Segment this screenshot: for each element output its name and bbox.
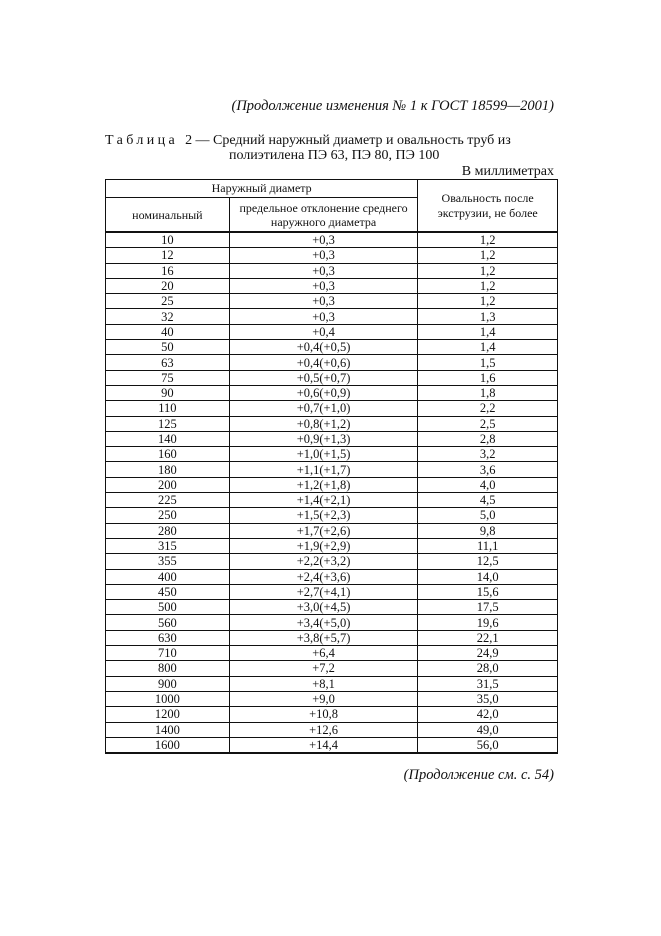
table-row bbox=[106, 431, 558, 446]
deviation-cell: +0,3 bbox=[229, 294, 418, 309]
nominal-cell: 32 bbox=[106, 309, 230, 324]
deviation-cell: +3,4(+5,0) bbox=[229, 615, 418, 630]
deviation-cell: +0,9(+1,3) bbox=[229, 431, 418, 446]
deviation-cell: +2,2(+3,2) bbox=[229, 554, 418, 569]
diameter-ovality-table bbox=[105, 179, 558, 754]
ovality-cell: 2,2 bbox=[418, 401, 558, 416]
nominal-cell: 180 bbox=[106, 462, 230, 477]
ovality-cell: 1,3 bbox=[418, 309, 558, 324]
nominal-cell: 160 bbox=[106, 447, 230, 462]
table-row bbox=[106, 569, 558, 584]
ovality-cell: 1,2 bbox=[418, 248, 558, 263]
nominal-cell: 125 bbox=[106, 416, 230, 431]
nominal-cell: 355 bbox=[106, 554, 230, 569]
table-row bbox=[106, 646, 558, 661]
deviation-cell: +3,0(+4,5) bbox=[229, 600, 418, 615]
table-row bbox=[106, 340, 558, 355]
nominal-cell: 1200 bbox=[106, 707, 230, 722]
table-row bbox=[106, 278, 558, 293]
ovality-cell: 4,5 bbox=[418, 493, 558, 508]
ovality-cell: 2,5 bbox=[418, 416, 558, 431]
table-row bbox=[106, 584, 558, 599]
ovality-cell: 28,0 bbox=[418, 661, 558, 676]
nominal-cell: 800 bbox=[106, 661, 230, 676]
deviation-cell: +0,8(+1,2) bbox=[229, 416, 418, 431]
ovality-cell: 35,0 bbox=[418, 691, 558, 706]
ovality-cell: 49,0 bbox=[418, 722, 558, 737]
deviation-cell: +1,0(+1,5) bbox=[229, 447, 418, 462]
deviation-cell: +0,3 bbox=[229, 263, 418, 278]
deviation-cell: +2,7(+4,1) bbox=[229, 584, 418, 599]
deviation-cell: +8,1 bbox=[229, 676, 418, 691]
deviation-cell: +12,6 bbox=[229, 722, 418, 737]
nominal-cell: 560 bbox=[106, 615, 230, 630]
ovality-cell: 2,8 bbox=[418, 431, 558, 446]
table-row bbox=[106, 554, 558, 569]
deviation-cell: +0,3 bbox=[229, 278, 418, 293]
nominal-cell: 1400 bbox=[106, 722, 230, 737]
ovality-cell: 22,1 bbox=[418, 630, 558, 645]
deviation-cell: +0,4(+0,5) bbox=[229, 340, 418, 355]
ovality-cell: 14,0 bbox=[418, 569, 558, 584]
caption-line-1 bbox=[105, 133, 555, 148]
table-row bbox=[106, 630, 558, 645]
nominal-header: номинальный bbox=[106, 198, 230, 233]
table-label: Таблица 2 bbox=[105, 133, 196, 148]
caption-line-2: полиэтилена ПЭ 63, ПЭ 80, ПЭ 100 bbox=[229, 148, 440, 163]
deviation-cell: +6,4 bbox=[229, 646, 418, 661]
ovality-cell: 11,1 bbox=[418, 538, 558, 553]
nominal-cell: 900 bbox=[106, 676, 230, 691]
deviation-cell: +0,7(+1,0) bbox=[229, 401, 418, 416]
deviation-cell: +1,1(+1,7) bbox=[229, 462, 418, 477]
nominal-cell: 110 bbox=[106, 401, 230, 416]
ovality-cell: 5,0 bbox=[418, 508, 558, 523]
outer-diameter-header: Наружный диаметр bbox=[106, 180, 418, 198]
ovality-cell: 1,2 bbox=[418, 278, 558, 293]
caption-dash: — bbox=[195, 133, 210, 148]
nominal-cell: 630 bbox=[106, 630, 230, 645]
nominal-cell: 50 bbox=[106, 340, 230, 355]
nominal-cell: 90 bbox=[106, 385, 230, 400]
table-row bbox=[106, 707, 558, 722]
continuation-footer: (Продолжение см. с. 54) bbox=[403, 767, 554, 783]
ovality-cell: 42,0 bbox=[418, 707, 558, 722]
deviation-cell: +0,3 bbox=[229, 248, 418, 263]
table-body bbox=[106, 232, 558, 753]
table-row bbox=[106, 737, 558, 753]
deviation-cell: +0,3 bbox=[229, 232, 418, 248]
ovality-cell: 56,0 bbox=[418, 737, 558, 753]
table-row bbox=[106, 691, 558, 706]
deviation-cell: +2,4(+3,6) bbox=[229, 569, 418, 584]
deviation-cell: +7,2 bbox=[229, 661, 418, 676]
nominal-cell: 280 bbox=[106, 523, 230, 538]
deviation-cell: +0,4 bbox=[229, 324, 418, 339]
ovality-cell: 15,6 bbox=[418, 584, 558, 599]
ovality-cell: 19,6 bbox=[418, 615, 558, 630]
deviation-cell: +0,4(+0,6) bbox=[229, 355, 418, 370]
table-row bbox=[106, 324, 558, 339]
nominal-cell: 500 bbox=[106, 600, 230, 615]
table-row bbox=[106, 294, 558, 309]
deviation-cell: +0,5(+0,7) bbox=[229, 370, 418, 385]
table-row bbox=[106, 477, 558, 492]
nominal-cell: 450 bbox=[106, 584, 230, 599]
nominal-cell: 12 bbox=[106, 248, 230, 263]
ovality-cell: 1,4 bbox=[418, 340, 558, 355]
table-row bbox=[106, 370, 558, 385]
deviation-cell: +1,4(+2,1) bbox=[229, 493, 418, 508]
table-row bbox=[106, 600, 558, 615]
table-row bbox=[106, 385, 558, 400]
deviation-cell: +9,0 bbox=[229, 691, 418, 706]
nominal-cell: 225 bbox=[106, 493, 230, 508]
table-row bbox=[106, 676, 558, 691]
table-row bbox=[106, 538, 558, 553]
nominal-cell: 140 bbox=[106, 431, 230, 446]
ovality-cell: 3,2 bbox=[418, 447, 558, 462]
nominal-cell: 250 bbox=[106, 508, 230, 523]
nominal-cell: 25 bbox=[106, 294, 230, 309]
nominal-cell: 315 bbox=[106, 538, 230, 553]
ovality-cell: 17,5 bbox=[418, 600, 558, 615]
table-row bbox=[106, 309, 558, 324]
deviation-cell: +1,2(+1,8) bbox=[229, 477, 418, 492]
units-note: В миллиметрах bbox=[461, 164, 554, 179]
table-row bbox=[106, 523, 558, 538]
ovality-cell: 1,2 bbox=[418, 263, 558, 278]
ovality-cell: 9,8 bbox=[418, 523, 558, 538]
nominal-cell: 1000 bbox=[106, 691, 230, 706]
table-caption bbox=[105, 133, 555, 163]
deviation-cell: +10,8 bbox=[229, 707, 418, 722]
table-row bbox=[106, 508, 558, 523]
deviation-header: предельное отклонение среднего наружного диаметра bbox=[229, 198, 418, 233]
ovality-cell: 12,5 bbox=[418, 554, 558, 569]
continuation-header: (Продолжение изменения № 1 к ГОСТ 18599—2001) bbox=[231, 98, 554, 114]
deviation-cell: +3,8(+5,7) bbox=[229, 630, 418, 645]
ovality-cell: 24,9 bbox=[418, 646, 558, 661]
table-row bbox=[106, 493, 558, 508]
ovality-cell: 1,6 bbox=[418, 370, 558, 385]
table-row bbox=[106, 263, 558, 278]
deviation-cell: +14,4 bbox=[229, 737, 418, 753]
ovality-cell: 1,2 bbox=[418, 232, 558, 248]
ovality-header: Овальность после экструзии, не более bbox=[418, 180, 558, 233]
table-row bbox=[106, 661, 558, 676]
nominal-cell: 63 bbox=[106, 355, 230, 370]
ovality-cell: 31,5 bbox=[418, 676, 558, 691]
ovality-cell: 1,5 bbox=[418, 355, 558, 370]
ovality-cell: 1,2 bbox=[418, 294, 558, 309]
table-row bbox=[106, 615, 558, 630]
table-row bbox=[106, 248, 558, 263]
ovality-cell: 4,0 bbox=[418, 477, 558, 492]
table-row bbox=[106, 401, 558, 416]
nominal-cell: 20 bbox=[106, 278, 230, 293]
nominal-cell: 75 bbox=[106, 370, 230, 385]
table-row bbox=[106, 232, 558, 248]
ovality-cell: 1,4 bbox=[418, 324, 558, 339]
deviation-cell: +0,6(+0,9) bbox=[229, 385, 418, 400]
table-row bbox=[106, 462, 558, 477]
ovality-cell: 1,8 bbox=[418, 385, 558, 400]
table-row bbox=[106, 416, 558, 431]
nominal-cell: 200 bbox=[106, 477, 230, 492]
deviation-cell: +1,7(+2,6) bbox=[229, 523, 418, 538]
nominal-cell: 16 bbox=[106, 263, 230, 278]
nominal-cell: 710 bbox=[106, 646, 230, 661]
nominal-cell: 1600 bbox=[106, 737, 230, 753]
table-row bbox=[106, 355, 558, 370]
nominal-cell: 10 bbox=[106, 232, 230, 248]
nominal-cell: 400 bbox=[106, 569, 230, 584]
nominal-cell: 40 bbox=[106, 324, 230, 339]
table-row bbox=[106, 447, 558, 462]
deviation-cell: +1,9(+2,9) bbox=[229, 538, 418, 553]
caption-title: Средний наружный диаметр и овальность труб из bbox=[212, 133, 511, 148]
deviation-cell: +1,5(+2,3) bbox=[229, 508, 418, 523]
ovality-cell: 3,6 bbox=[418, 462, 558, 477]
table-row bbox=[106, 722, 558, 737]
deviation-cell: +0,3 bbox=[229, 309, 418, 324]
